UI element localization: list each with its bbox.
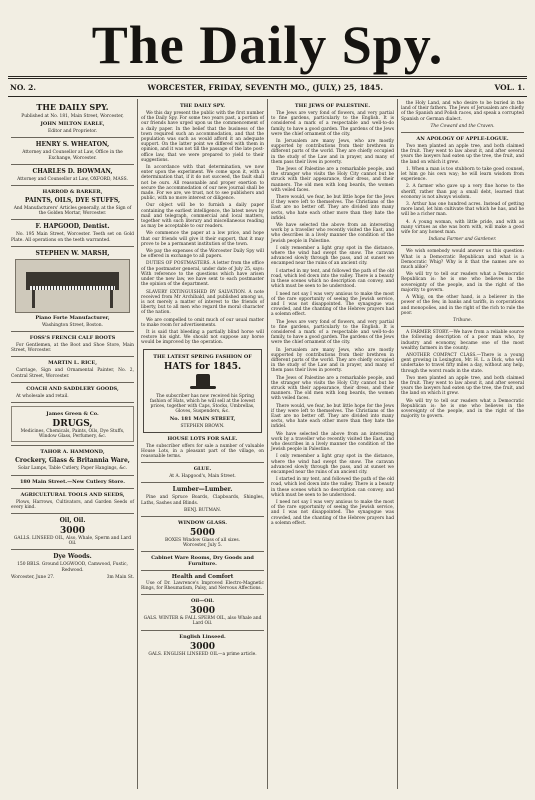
ad-wheaton-name: HENRY S. WHEATON, — [35, 141, 110, 149]
ad-green-sub: Medicines, Chemicals, Paints, Oils, Dye Stuffs, Window Glass, Perfumery, &c. — [20, 429, 125, 440]
col4-heading-1: AN APOLOGY OF APPLE-LOGUE. — [416, 136, 509, 143]
col3-para-4: There would, we fear, be but little hope for the Jews if they were left to themselves. The Christians of the East are no better off. They are divided into many sects, who hate each other more than they hate the infidel. — [271, 195, 394, 221]
ad-oil2-text: GALS. WINTER & FALL SPERM OIL, also Whale and Lard Oil. — [143, 616, 262, 627]
place-date: WORCESTER, FRIDAY, SEVENTH MO., (JULY,) 25, 1845. — [147, 83, 383, 92]
ad-lumber-text: Pine and Spruce Boards, Clapboards, Shingles, Laths, Sashes and Blinds. — [141, 495, 264, 506]
ad-hats-name: STEPHEN BROWN. — [180, 424, 225, 430]
issue-number: NO. 2. — [10, 83, 37, 92]
col4-caption-3: Tribune. — [453, 317, 472, 323]
ad-oil2-big: 3000 — [189, 606, 216, 617]
col3-para-2: In Jerusalem are many Jews, who are mostly supported by contributions from their brethren in different parts of the world. They are chiefly occupied in the study of the Law and in prayer, and many of them pass their lives in poverty. — [271, 139, 394, 165]
ad-hats-address: No. 181 MAIN STREET, — [169, 416, 236, 423]
col3-para-1: The Jews are very fond of flowers, and very partial to fine gardens, particularly to the English. It is considered a mark of a respectable and well-to-do family, to have a good garden. The gardens of the Jews were the chief ornament of the city. — [271, 111, 394, 137]
ad-health-text: Use of Dr. Lawrence's Improved Electro-Magnetic Rings, for Rheumatism, Palsy, and Nervous Affections. — [141, 580, 264, 592]
ad-dye-name: Dye Woods. — [53, 553, 92, 561]
col3-para-6-repeat: I only remember a light gray spot in the distance, where the wind had swept the snow. The caravan advanced slowly through the pass, and at sunset we encamped near the ruins of an ancient city. — [271, 454, 394, 475]
col2-para-1: We this day present the public with the first number of the Daily Spy. For some two years past, a portion of our friends have urged upon us the commencement of a daily paper. In the belief that the business of the town required such an accommodation, and that the population was such as would afford it an adequate support. On the latter point we differed with them in opinion, and it was not till the passage of the late post-office law, that we were prepared to yield to their suggestions. — [141, 111, 264, 163]
col4-para-2-repeat: Two men planted an apple tree, and both claimed the fruit. They went to law about it, and after several years the lawyers had eaten up the tree, the fruit, and the land on which it grew. — [401, 375, 524, 397]
ad-foss-text: For Gentlemen, at the Boot and Shoe Store, Main Street, Worcester. — [11, 343, 134, 354]
ad-wheaton-text: Attorney and Counsellor at Law, Office in the Exchange, Worcester. — [22, 150, 123, 161]
col3-para-1-repeat: The Jews are very fond of flowers, and very partial to fine gardens, particularly to the English. It is considered a mark of a respectable and well-to-do family, to have a good garden. The gardens of the Jews were the chief ornament of the city. — [271, 319, 394, 346]
columns — [8, 99, 527, 789]
ad-lumber-head: Lumber—Lumber. — [172, 486, 233, 494]
col3-para-7: I started in my tent, and followed the path of the old road, which led down into the valley. There is a beauty in these scenes which no description can convey, and which must be seen to be understood. — [271, 268, 394, 290]
column-1 — [8, 99, 138, 789]
col3-para-5-repeat: We have selected the above from an interesting work by a traveller who recently visited the East, and who describes in a lively manner the condition of the Jewish people in Palestine. — [271, 431, 394, 453]
ad-hammond-head: Crockery, Glass & Britannia Ware, — [15, 457, 130, 465]
ad-hats-box — [143, 349, 262, 433]
col4-para-5: 3. Arthur has one hundred acres. Instead of getting more land, let him cultivate that which he has, and he will be a richer man. — [401, 202, 524, 218]
col4-para-10: A FARMER STORY.—We have from a reliable source the following description of a poor man who, by industry and economy, became one of the most wealthy farmers in the county. — [401, 330, 524, 351]
ad-coach-text: At wholesale and retail. — [16, 393, 69, 399]
masthead-rule — [8, 76, 527, 79]
col4-para-8: We will try to tell our readers what a Democratic Republican is: he is one who believes in the sovereignty of the people, and in the right of the majority to govern. — [401, 272, 524, 293]
ad-marsh-name: STEPHEN W. MARSH, — [35, 249, 110, 257]
ad-hammond-name: TAHOR A. HAMMOND, — [40, 449, 105, 456]
col1-publisher: JOHN MILTON EARLE, — [40, 121, 105, 128]
col2-notice: We pay the expenses of the Worcester Daily Spy will be offered in exchange to all papers. — [141, 249, 264, 260]
ad-hapgood-name: F. HAPGOOD, Dentist. — [35, 223, 110, 231]
ad-harrod-head: PAINTS, OILS, DYE STUFFS, — [24, 197, 121, 205]
col4-para-7: We wish somebody would answer us this question: What is a Democratic Republican and what is a Democratic Whig? Why is it that the names are so much alike? — [401, 249, 524, 271]
ad-harrod-name: HARROD & BARKER, — [42, 189, 103, 196]
ad-green-head: DRUGS, — [52, 419, 93, 430]
col2-para-7: We are compelled to omit much of our usual matter to make room for advertisements. — [141, 317, 264, 328]
ad-marsh-caption: Piano Forte Manufacturer, — [35, 314, 110, 321]
volume-number: VOL. 1. — [494, 83, 525, 92]
ad-window-text: BOXES Window Glass of all sizes. — [165, 537, 240, 543]
ad-hats-title: HATS for 1845. — [163, 361, 242, 372]
ad-linseed-big: 3000 — [189, 641, 216, 652]
col4-caption-1: The Coward and the Craven. — [430, 123, 495, 129]
ad-crest-head: Cabinet Ware Rooms, Dry Goods and Furniture. — [151, 555, 254, 568]
col3-para-6: I only remember a light gray spot in the distance, where the wind had swept the snow. The caravan advanced slowly through the pass, and at sunset we encamped near the ruins of an ancient city. — [271, 245, 394, 267]
col1-role: Editor and Proprietor. — [47, 129, 97, 135]
col4-para-8-repeat: We will try to tell our readers what a Democratic Republican is: he is one who believes in the sovereignty of the people, and in the right of the majority to govern. — [401, 398, 524, 420]
ad-house-head: HOUSE LOTS FOR SALE. — [167, 435, 238, 442]
ad-bowman-name: CHARLES D. BOWMAN, — [32, 167, 113, 175]
ad-hats-heading: THE LATEST SPRING FASHION OF — [153, 353, 252, 360]
ad-window-head: WINDOW GLASS. — [178, 519, 227, 526]
ad-cutlery-name: 180 Main Street.—New Cutlery Store. — [19, 478, 126, 485]
masthead-title: The Daily Spy. — [91, 15, 444, 75]
col1-heading: THE DAILY SPY. — [36, 102, 109, 112]
ad-house-text: The subscriber offers for sale a number of valuable House Lots, in a pleasant part of the village, on reasonable terms. — [141, 443, 264, 459]
ad-marsh-address: Washington Street, Boston. — [42, 322, 103, 328]
ad-oil-text: GALLS. LINSEED OIL, Also, Whale, Sperm and Lard Oil. — [13, 536, 132, 547]
col2-para-8: It is said that bleeding a partially blind horse will restore his sight. We should not suppose any horse would be improved by the operation. — [141, 329, 264, 346]
col2-para-4: We commence the paper at a low price, and hope that our friends will give it their support, that it may prove to be a permanent institution of the town. — [141, 231, 264, 247]
col2-para-5: DUTIES OF POSTMASTERS. A letter from the office of the postmaster general, under date of July 25, says: With reference to the questions which have arisen under the new law, we have sent to each postmaster the opinion of the department. — [141, 261, 264, 288]
col1-footer-left: Worcester, June 27. — [11, 574, 55, 580]
ad-hammond-text: Solar Lamps, Table Cutlery, Paper Hangings, &c. — [17, 466, 128, 472]
col2-para-2: In accordance with that determination, we now enter upon the experiment. We come upon it, with a determination that, if it do not succeed, the fault shall not be ours. All reasonable and proper exertion to secure the accommodation of our new journal shall be made. For we are, we trust, not to see publishers and public, with no more interest or diligence. — [141, 165, 264, 202]
col3-para-8: I need not say I was very anxious to make the most of the rare opportunity of seeing the Jewish service, and I was not disappointed. The synagogue was crowded, and the chanting of the Hebrew prayers had a solemn effect. — [271, 291, 394, 318]
ad-oil-big: 3000 — [59, 526, 86, 537]
col3-para-2-repeat: In Jerusalem are many Jews, who are mostly supported by contributions from their brethren in different parts of the world. They are chiefly occupied in the study of the Law and in prayer, and many of them pass their lives in poverty. — [271, 347, 394, 374]
col1-footer-right: 3m Main St. — [106, 574, 134, 580]
col3-para-8-repeat: I need not say I was very anxious to make the most of the rare opportunity of seeing the Jewish service, and I was not disappointed. The synagogue was crowded, and the chanting of the Hebrew prayers had a solemn effect. — [271, 500, 394, 526]
ad-lumber-name: BENJ. BUTMAN. — [184, 507, 221, 513]
col3-para-7-repeat: I started in my tent, and followed the path of the old road, which led down into the valley. There is a beauty in these scenes which no description can convey, and which must be seen to be understood. — [271, 477, 394, 498]
col1-published: Published at No. 181, Main Street, Worcester, — [21, 114, 124, 119]
ad-window-big: 5000 — [189, 527, 216, 538]
ad-rice-name: MARTIN L. RICE, — [48, 360, 97, 367]
column-3 — [268, 99, 398, 789]
col4-para-3: 1. When a man is too stubborn to take good counsel, let him go his own way; he will learn wisdom from experience. — [401, 166, 524, 183]
col2-para-6: SLAVERY EXTINGUISHED BY SALVATION. A note received from Mr Archibald, and published among us, is not merely a matter of interest to the friends of liberty, but to all men who regard the moral character of the nation. — [141, 289, 264, 316]
dateline-rule — [8, 96, 527, 97]
col3-para-5: We have selected the above from an interesting work by a traveller who recently visited the East, and who describes in a lively manner the condition of the Jewish people in Palestine. — [271, 223, 394, 244]
ad-coach-name: COACH AND SADDLERY GOODS, — [26, 385, 119, 392]
col4-caption-2: Indiana Farmer and Gardener. — [428, 237, 497, 243]
ad-hapgood-text: No. 195 Main Street, Worcester. Teeth set on Gold Plate. All operations on the teeth warranted. — [11, 232, 134, 243]
col3-para-3: The Jews of Palestine are a remarkable people, and the stranger who visits the Holy City cannot but be struck with their appearance, their dress, and their manners. The old men with long beards, the women with veiled faces. — [271, 167, 394, 193]
piano-illustration — [15, 259, 130, 313]
ad-green-box — [11, 406, 134, 442]
ad-green-name: James Green & Co. — [46, 411, 99, 418]
dateline — [8, 81, 527, 94]
col4-para-9: A Whig, on the other hand, is a believer in the power of the few, in banks and tariffs, in corporations and monopolies, and in the right of the rich to rule the poor. — [401, 295, 524, 316]
ad-linseed-text: GALS. ENGLISH LINSEED OIL—a prime article. — [148, 651, 257, 657]
ad-glue-head: GLUE. — [193, 466, 212, 473]
col3-para-4-repeat: There would, we fear, be but little hope for the Jews if they were left to themselves. The Christians of the East are no better off. They are divided into many sects, who hate each other more than they hate the infidel. — [271, 403, 394, 430]
ad-bowman-text: Attorney and Counsellor at Law, OXFORD, MASS. — [17, 176, 128, 182]
ad-agri-name: AGRICULTURAL TOOLS AND SEEDS, — [20, 491, 125, 498]
col4-para-1: the Holy Land, and who desire to be buried in the land of their fathers. The Jews of Jerusalem are chiefly of the Spanish and Polish races, and speak a corrupted Spanish or German dialect. — [401, 101, 524, 122]
col3-heading: THE JEWS OF PALESTINE. — [294, 103, 371, 109]
ad-oil2-head: Oil—Oil. — [190, 598, 215, 605]
col2-para-3: Our object will be to furnish a daily paper containing the earliest intelligence, the latest news by mail and telegraph, commercial and local matters, together with such literary and miscellaneous reading as may be acceptable to our readers. — [141, 203, 264, 230]
ad-glue-text: At A. Hapgood's, Main Street. — [169, 474, 236, 480]
hat-icon — [190, 374, 216, 392]
ad-foss-name: FOSS'S FRENCH CALF BOOTS — [29, 335, 116, 342]
ad-linseed-head: English Linseed. — [179, 633, 226, 640]
col4-para-4: 2. A farmer who gave up a very fine horse to the sheriff, rather than pay a small debt, learned that economy is not always wisdom. — [401, 184, 524, 200]
ad-oil-name: Oil, Oil. — [59, 517, 86, 525]
ad-harrod-text: And Manufacturers' Articles generally, at the Sign of the Golden Mortar, Worcester. — [13, 206, 132, 217]
ad-rice-text: Carriage, Sign and Ornamental Painter, No. 2, Central Street, Worcester. — [11, 368, 134, 379]
ad-dye-text: 150 BBLS. Ground LOGWOOD, Camwood, Fustic, Redwood. — [17, 562, 128, 573]
ad-window-footer: Worcester, July 5. — [182, 543, 223, 549]
col2-heading: THE DAILY SPY. — [179, 103, 226, 109]
column-2 — [138, 99, 268, 789]
col3-para-3-repeat: The Jews of Palestine are a remarkable people, and the stranger who visits the Holy City cannot but be struck with their appearance, their dress, and their manners. The old men with long beards, the women with veiled faces. — [271, 375, 394, 402]
ad-hats-text: The subscriber has now received his Spring fashion of Hats, which he will sell at the lowest prices, together with Caps, Stocks, Umbrellas, Gloves, Suspenders, &c. — [149, 393, 256, 415]
col4-para-2: Two men planted an apple tree, and both claimed the fruit. They went to law about it, and after several years the lawyers had eaten up the tree, the fruit, and the land on which it grew. — [401, 144, 524, 165]
ad-agri-text: Plows, Harrows, Cultivators, and Garden Seeds of every kind. — [11, 499, 134, 510]
ad-health-head: Health and Comfort — [171, 574, 234, 581]
column-4 — [398, 99, 527, 789]
col4-para-11: ANOTHER COMPACT CLASS.—There is a young gent growing in Lexington, Mr. H. L. a Dick, who will undertake to travel fifty miles a day, without any help, through the worst roads in the state. — [401, 352, 524, 374]
col4-para-6: 4. A young woman, with little pride, and with as many virtues as she was born with, will make a good wife for any honest man. — [401, 219, 524, 236]
